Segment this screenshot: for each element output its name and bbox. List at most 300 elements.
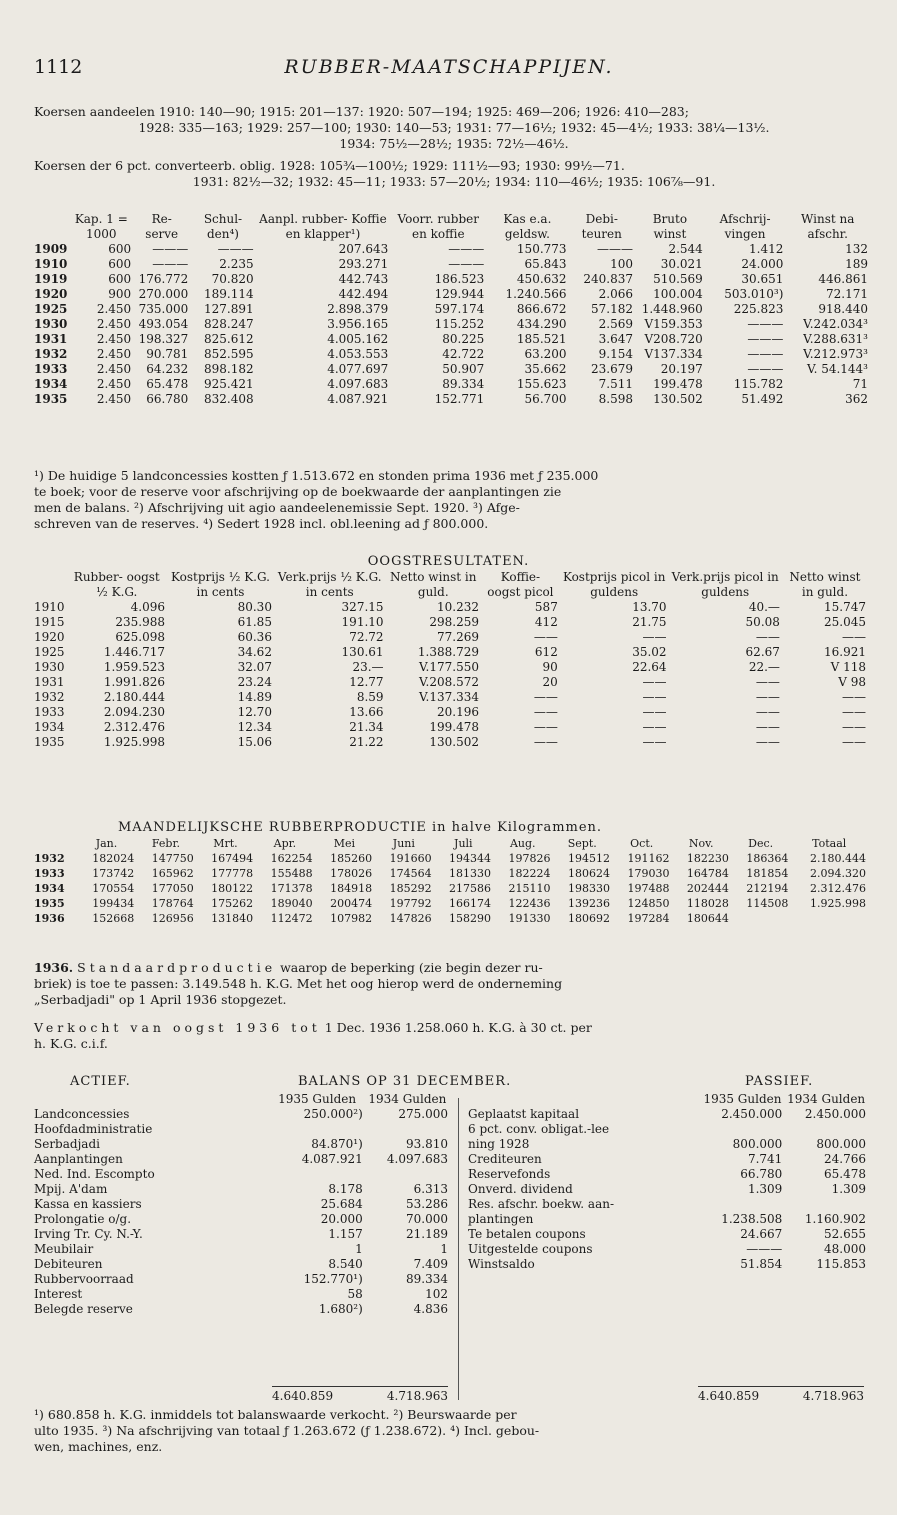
table-cell: 15.06 [237,735,272,749]
table-cell: 130.61 [341,645,384,659]
row-year: 1934 [34,720,65,734]
balance-label: Aanplantingen [34,1152,123,1166]
balance-value: 1.157 [328,1227,363,1241]
balance-label: Onverd. dividend [468,1182,573,1196]
table-row [32,705,868,720]
passief-totals [698,1386,864,1403]
table-cell: 77.269 [436,630,479,644]
balance-value: 65.478 [824,1167,866,1181]
table-cell: 165962 [151,867,194,880]
balance-value: 152.770¹) [303,1272,363,1286]
table-cell: 215110 [508,882,551,895]
table-cell: 207.643 [338,242,389,256]
balance-row [466,1182,868,1197]
table-header-row [466,1092,868,1107]
table-cell: 182024 [92,852,135,865]
table-cell: 194512 [567,852,610,865]
table-cell: 64.232 [146,362,189,376]
balance-label: Hoofdadministratie [34,1122,153,1136]
table-cell: 13.70 [632,600,667,614]
balance-label: Reservefonds [468,1167,551,1181]
balance-value [365,1167,450,1182]
table-cell: V.212.973³ [803,347,868,361]
table-cell: 118028 [686,897,729,910]
table-row [32,690,868,705]
table-cell: 735.000 [138,302,189,316]
table-cell: 112472 [270,912,313,925]
table-cell: 155.623 [516,377,567,391]
row-year: 1932 [34,347,68,361]
paragraph-text: 1 Dec. 1936 1.258.060 h. K.G. à 30 ct. per [320,1020,592,1035]
harvest-table [32,570,868,750]
balance-label: plantingen [468,1212,534,1226]
table-cell: 197488 [627,882,670,895]
row-year: 1933 [34,362,68,376]
balance-value [784,1197,868,1212]
table-cell: 115.782 [733,377,784,391]
table-cell: 15.747 [824,600,866,614]
footnote-line: men de balans. ²) Afschrijving uit agio aandeelenemissie Sept. 1920. ³) Afge- [34,500,520,515]
koersen-line: 1934: 75½—28½; 1935: 72½—46½. [339,136,569,151]
table-cell: 442.494 [338,287,389,301]
balance-row [466,1257,868,1272]
table-cell: 62.67 [745,645,780,659]
column-header: Nov. [688,837,714,850]
balance-row [32,1287,450,1302]
table-cell [790,911,868,926]
table-cell: 8.59 [356,690,384,704]
table-cell: —— [755,675,780,689]
footnote-line: schreven van de reserves. ⁴) Sedert 1928 incl. obl.leening ad ƒ 800.000. [34,516,489,531]
table-cell: 24.000 [741,257,784,271]
balance-row [466,1212,868,1227]
table-cell: 2.450 [96,392,132,406]
table-cell: 191162 [627,852,670,865]
table-cell: 1.412 [749,242,784,256]
table-cell: 12.34 [237,720,272,734]
column-header: Bruto winst [652,212,688,241]
table-cell: 1.388.729 [417,645,479,659]
balance-value: ——— [746,1242,783,1256]
column-header [32,570,67,600]
balance-row [32,1182,450,1197]
table-body [32,600,868,750]
balance-label: Kassa en kassiers [34,1197,142,1211]
balance-value: 89.334 [406,1272,448,1286]
table-cell: 9.154 [598,347,633,361]
table-cell: 2.312.476 [103,720,165,734]
table-cell: 60.36 [237,630,272,644]
balance-value: 4.836 [413,1302,448,1316]
table-cell: 164784 [686,867,729,880]
table-cell: —— [842,630,866,644]
table-cell: 22.— [748,660,780,674]
row-year: 1930 [34,660,65,674]
balance-row [32,1167,450,1182]
balance-label: Geplaatst kapitaal [468,1107,580,1121]
row-year: 1936 [34,912,65,925]
balance-value: 21.189 [406,1227,448,1241]
actief-table [32,1092,450,1317]
column-header: 1934 Gulden [368,1092,447,1106]
table-row [32,392,870,407]
table-row [32,735,868,750]
table-cell: 124850 [627,897,670,910]
table-cell: 217586 [449,882,492,895]
table-cell: V 118 [830,660,866,674]
table-cell: —— [642,630,667,644]
column-header: Sept. [567,837,597,850]
table-cell: ——— [747,317,784,331]
koersen-line: Koersen aandeelen 1910: 140—90; 1915: 201—137: 1920: 507—194; 1925: 469—206; 1926: 410—283; [34,104,689,119]
table-cell: 152668 [92,912,135,925]
balance-value: 53.286 [406,1197,448,1211]
table-cell: 152.771 [434,392,485,406]
table-cell: 2.235 [219,257,254,271]
table-body [32,242,870,407]
column-header: Kap. 1 = 1000 [74,212,128,241]
table-cell: V.242.034³ [803,317,868,331]
table-cell: 8.598 [598,392,633,406]
passief-table [466,1092,868,1272]
table-cell: —— [533,690,558,704]
balance-value: 115.853 [816,1257,866,1271]
table-cell: 71 [852,377,868,391]
table-cell: 191660 [389,852,432,865]
balance-value [784,1122,868,1137]
table-cell: 412 [534,615,558,629]
table-cell: 197826 [508,852,551,865]
table-cell: 2.450 [96,332,132,346]
balance-value: 1 [440,1242,448,1256]
balance-value: 1.238.508 [721,1212,783,1226]
table-cell: —— [842,705,866,719]
table-cell: 51.492 [741,392,784,406]
table-cell: 179030 [627,867,670,880]
table-row [32,287,870,302]
table-cell: 34.62 [237,645,272,659]
table-cell: 170554 [92,882,135,895]
table-cell: 132 [845,242,868,256]
table-cell: 122436 [508,897,551,910]
balance-value: 66.780 [740,1167,783,1181]
column-header: Kostprijs ½ K.G. in cents [170,570,270,599]
balance-row [32,1272,450,1287]
balance-value: 800.000 [732,1137,783,1151]
balance-value: 250.000²) [303,1107,363,1121]
table-cell: 100.004 [653,287,703,301]
balance-label: Landconcessies [34,1107,130,1121]
table-cell: 176.772 [138,272,189,286]
table-cell: 442.743 [338,272,389,286]
table-cell: V. 54.144³ [807,362,868,376]
table-cell: 298.259 [429,615,479,629]
balance-label: Te betalen coupons [468,1227,586,1241]
balance-label: Irving Tr. Cy. N.-Y. [34,1227,143,1241]
table-cell: 270.000 [138,287,189,301]
table-row [32,615,868,630]
page-header [34,56,864,86]
table-cell: 21.22 [349,735,384,749]
table-cell: 1.448.960 [641,302,703,316]
koersen-oblig-line: Koersen der 6 pct. converteerb. oblig. 1928: 105¾—100½; 1929: 111½—93; 1930: 99½—71. [34,158,625,173]
table-cell: ——— [217,242,254,256]
table-cell: 130.502 [653,392,703,406]
table-row [32,600,868,615]
table-cell: 40.— [748,600,780,614]
page-title: RUBBER-MAATSCHAPPIJEN. [284,56,614,78]
balance-label: Crediteuren [468,1152,542,1166]
koersen-oblig-line: 1931: 82½—32; 1932: 45—11; 1933: 57—20½; 1934: 110—46½; 1935: 106⅞—91. [192,174,716,189]
balance-value: 2.450.000 [721,1107,783,1121]
column-header: Juli [454,837,473,850]
table-body [32,851,868,926]
table-cell: 1.446.717 [103,645,165,659]
table-cell: —— [533,705,558,719]
table-cell: 14.89 [237,690,272,704]
table-cell: 587 [534,600,558,614]
balance-title: BALANS OP 31 DECEMBER. [298,1074,512,1089]
table-cell: 72.171 [826,287,868,301]
table-cell: 200474 [330,897,373,910]
table-cell: ——— [747,347,784,361]
table-cell: 32.07 [237,660,272,674]
balance-value: 1 [355,1242,363,1256]
column-header: Oct. [630,837,654,850]
spaced-term: Standaardproductie [77,960,277,975]
table-cell: 825.612 [204,332,254,346]
balance-value: 93.810 [406,1137,448,1151]
table-cell: 180692 [567,912,610,925]
balance-value: 24.766 [824,1152,866,1166]
actief-totals [272,1386,448,1403]
table-cell: 177050 [151,882,194,895]
table-cell: 20.197 [660,362,703,376]
row-year: 1915 [34,615,65,629]
table-cell: —— [533,630,558,644]
balance-value: 20.000 [320,1212,363,1226]
footnote-line: ulto 1935. ³) Na afschrijving van totaal ƒ 1.263.672 (ƒ 1.238.672). ⁴) Incl. gebou- [34,1423,540,1438]
footnotes-balance [34,1407,874,1455]
table-row [32,675,868,690]
table-cell: 2.450 [96,317,132,331]
column-header: Re- serve [145,212,179,241]
balance-value: 51.854 [740,1257,783,1271]
table-cell: 199434 [92,897,135,910]
table-body [466,1107,868,1272]
table-cell: 21.34 [349,720,384,734]
balance-value: 4.097.683 [386,1152,448,1166]
table-cell: 16.921 [824,645,866,659]
balance-value: 6.313 [413,1182,448,1196]
table-cell: 182230 [686,852,729,865]
koersen-block [34,104,874,190]
table-cell: 446.861 [818,272,868,286]
table-cell: 4.096 [130,600,165,614]
table-cell: 612 [534,645,558,659]
table-cell: 3.956.165 [327,317,389,331]
table-cell: 4.077.697 [327,362,389,376]
table-cell: 180624 [567,867,610,880]
table-row [32,896,868,911]
column-header: Voorr. rubber en koffie [397,212,479,241]
table-cell: 235.988 [115,615,165,629]
paragraph-text: h. K.G. c.i.f. [34,1036,108,1051]
table-cell: —— [755,690,780,704]
column-header: Mei [333,837,356,850]
oogst-caption: OOGSTRESULTATEN. [367,554,530,569]
balance-row [32,1152,450,1167]
table-cell: 89.334 [442,377,485,391]
table-cell: 600 [108,257,132,271]
paragraph-text: „Serbadjadi" op 1 April 1936 stopgezet. [34,992,287,1007]
table-cell: 918.440 [818,302,868,316]
column-header: Verk.prijs ½ K.G. in cents [277,570,382,599]
row-year: 1935 [34,897,65,910]
balance-label: Interest [34,1287,83,1301]
footnote-line: ¹) 680.858 h. K.G. inmiddels tot balanswaarde verkocht. ²) Beurswaarde per [34,1407,517,1422]
balance-value [701,1122,785,1137]
table-cell: 90.781 [146,347,189,361]
table-cell: ——— [596,242,633,256]
monthly-production-table [32,836,868,926]
footnotes-financial [34,468,874,532]
table-cell: —— [842,720,866,734]
table-row [32,630,868,645]
table-cell: 225.823 [733,302,784,316]
table-header-row [32,1092,450,1107]
table-cell: 180122 [211,882,254,895]
table-cell: 12.70 [237,705,272,719]
table-cell: 852.595 [204,347,254,361]
table-cell: 63.200 [524,347,567,361]
table-cell: 167494 [211,852,254,865]
table-cell: 362 [845,392,868,406]
table-cell: 2.450 [96,362,132,376]
table-row [32,302,870,317]
table-row [32,881,868,896]
row-year: 1930 [34,317,68,331]
table-cell: 2.312.476 [810,882,866,895]
column-header: Winst na afschr. [801,212,855,241]
row-year: 1933 [34,705,65,719]
table-cell: 56.700 [524,392,567,406]
column-header: Mrt. [213,837,238,850]
table-cell: 23.24 [237,675,272,689]
table-cell: 50.08 [745,615,780,629]
footnote-line: wen, machines, enz. [34,1439,163,1454]
table-cell: 597.174 [434,302,485,316]
financial-table [32,212,870,407]
table-row [32,242,870,257]
column-header: Netto winst in guld. [789,570,861,599]
paragraph-text: waarop de beperking (zie begin dezer ru- [276,960,543,975]
table-cell: 2.450 [96,347,132,361]
table-cell: ——— [448,242,485,256]
table-cell: 50.907 [442,362,485,376]
table-cell: 1.959.523 [103,660,165,674]
balance-value: 7.409 [413,1257,448,1271]
table-cell: 162254 [270,852,313,865]
column-header: Rubber- oogst ½ K.G. [73,570,160,599]
column-header: Dec. [748,837,774,850]
table-cell: 180644 [686,912,729,925]
table-cell: 114508 [746,897,789,910]
table-cell: 23.679 [590,362,633,376]
balance-label: Debiteuren [34,1257,103,1271]
table-row [32,866,868,881]
total-value: 4.718.963 [386,1389,448,1403]
paragraph-text: briek) is toe te passen: 3.149.548 h. K.G. Met het oog hierop werd de onderneming [34,976,563,991]
balance-row [466,1152,868,1167]
table-cell: 42.722 [442,347,485,361]
column-divider [458,1098,459,1400]
table-cell: 181854 [746,867,789,880]
balance-value: 48.000 [824,1242,866,1256]
table-row [32,347,870,362]
column-header: Febr. [151,837,181,850]
table-cell: 1.925.998 [810,897,866,910]
balance-label: Mpij. A'dam [34,1182,108,1196]
balance-value: 25.684 [320,1197,363,1211]
table-cell: 1.240.566 [505,287,567,301]
column-header: Aanpl. rubber- Koffie en klapper¹) [259,212,387,241]
row-year: 1920 [34,630,65,644]
table-cell: 2.094.230 [103,705,165,719]
table-cell: 25.045 [824,615,866,629]
table-cell: 20.196 [436,705,479,719]
table-row [32,362,870,377]
table-cell: 30.021 [660,257,703,271]
table-cell: 100 [610,257,633,271]
balance-row [466,1122,868,1137]
column-header: 1934 Gulden [787,1092,866,1106]
table-cell: 65.478 [146,377,189,391]
row-year: 1925 [34,302,68,316]
table-cell: 2.544 [668,242,703,256]
table-cell: —— [642,735,667,749]
table-cell: —— [533,735,558,749]
balance-label: ning 1928 [468,1137,530,1151]
table-cell: 13.66 [349,705,384,719]
table-cell: 35.02 [632,645,667,659]
table-cell: 65.843 [524,257,567,271]
table-cell: 625.098 [115,630,165,644]
table-cell: 147826 [389,912,432,925]
balance-value: 24.667 [740,1227,783,1241]
table-cell: 126956 [151,912,194,925]
balance-value: 2.450.000 [804,1107,866,1121]
table-cell: 191.10 [341,615,384,629]
balance-row [32,1212,450,1227]
column-header [32,836,77,851]
balance-value: 8.540 [328,1257,363,1271]
table-cell: 174564 [389,867,432,880]
row-year: 1925 [34,645,65,659]
table-cell: 2.066 [598,287,633,301]
table-cell: 127.891 [204,302,254,316]
column-header: Apr. [273,837,297,850]
table-cell: 2.569 [598,317,633,331]
table-cell: 166174 [449,897,492,910]
table-cell: 61.85 [237,615,272,629]
table-cell: 178026 [330,867,373,880]
table-cell: 1.925.998 [103,735,165,749]
balance-value: 275.000 [398,1107,448,1121]
table-cell: 493.054 [138,317,189,331]
balance-row [32,1107,450,1122]
table-cell: 155488 [270,867,313,880]
